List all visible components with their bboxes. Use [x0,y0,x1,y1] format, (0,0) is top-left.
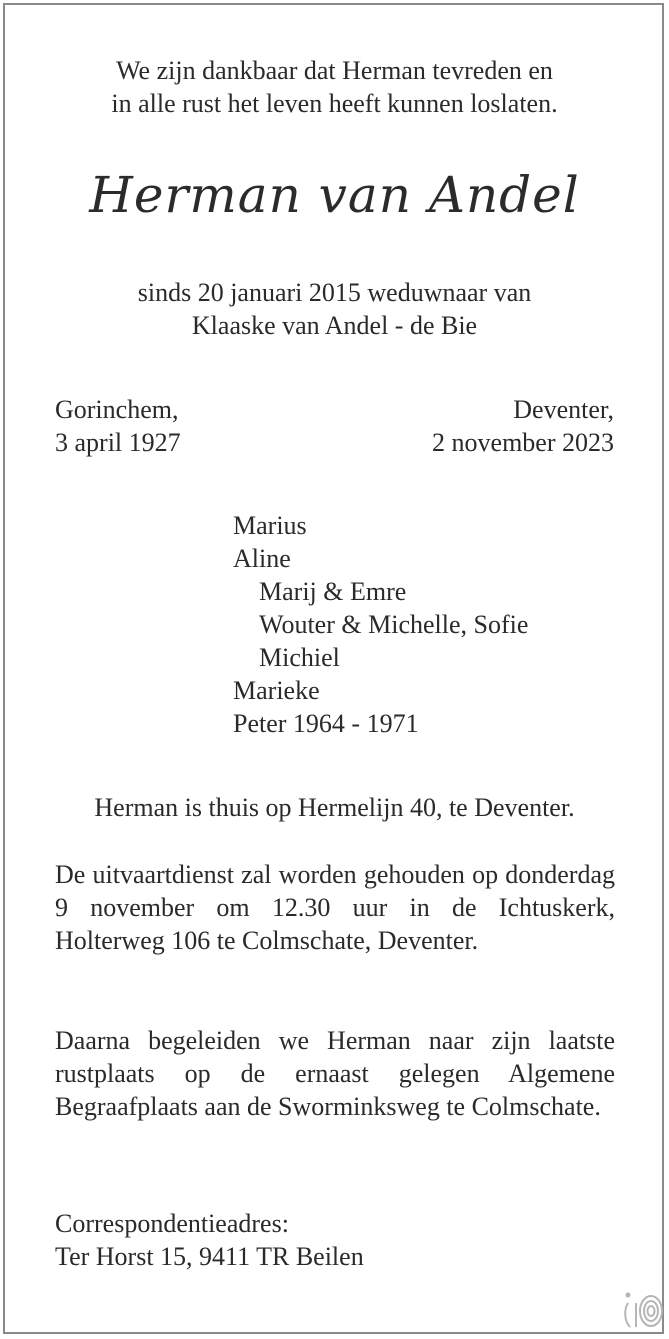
family-grandchild: Michiel [259,643,340,672]
fingerprint-icon [620,1283,664,1331]
correspondence-label: Correspondentieadres: [55,1209,289,1238]
opening-line-1: We zijn dankbaar dat Herman tevreden en [116,56,553,85]
widower-line-1: sinds 20 januari 2015 weduwnaar van [137,278,532,307]
family-member: Marius [233,511,307,540]
family-grandchild: Marij & Emre [259,577,407,606]
widower-line-2: Klaaske van Andel - de Bie [191,311,478,340]
death-date: 2 november 2023 [432,428,614,457]
family-member: Aline [233,544,291,573]
family-grandchild: Wouter & Michelle, Sofie [259,610,529,639]
home-notice: Herman is thuis op Hermelijn 40, te Deventer. [94,793,575,822]
death-place: Deventer, [513,395,614,424]
opening-line-2: in alle rust het leven heeft kunnen loslaten. [111,89,558,118]
family-member: Marieke [233,676,320,705]
correspondence-address: Ter Horst 15, 9411 TR Beilen [55,1242,364,1271]
birth-date: 3 april 1927 [55,428,181,457]
burial-notice: Daarna begeleiden we Herman naar zijn laatste rustplaats op de ernaast gelegen Algemene Begraafplaats aan de Sworminksweg te Colmschate. [55,1026,615,1121]
deceased-name: Herman van Andel [89,166,580,224]
service-notice: De uitvaartdienst zal worden gehouden op donderdag 9 november om 12.30 uur in de Ichtuskerk, Holterweg 106 te Colmschate, Deventer. [55,860,615,955]
family-member: Peter 1964 - 1971 [233,709,419,738]
birth-place: Gorinchem, [55,395,179,424]
